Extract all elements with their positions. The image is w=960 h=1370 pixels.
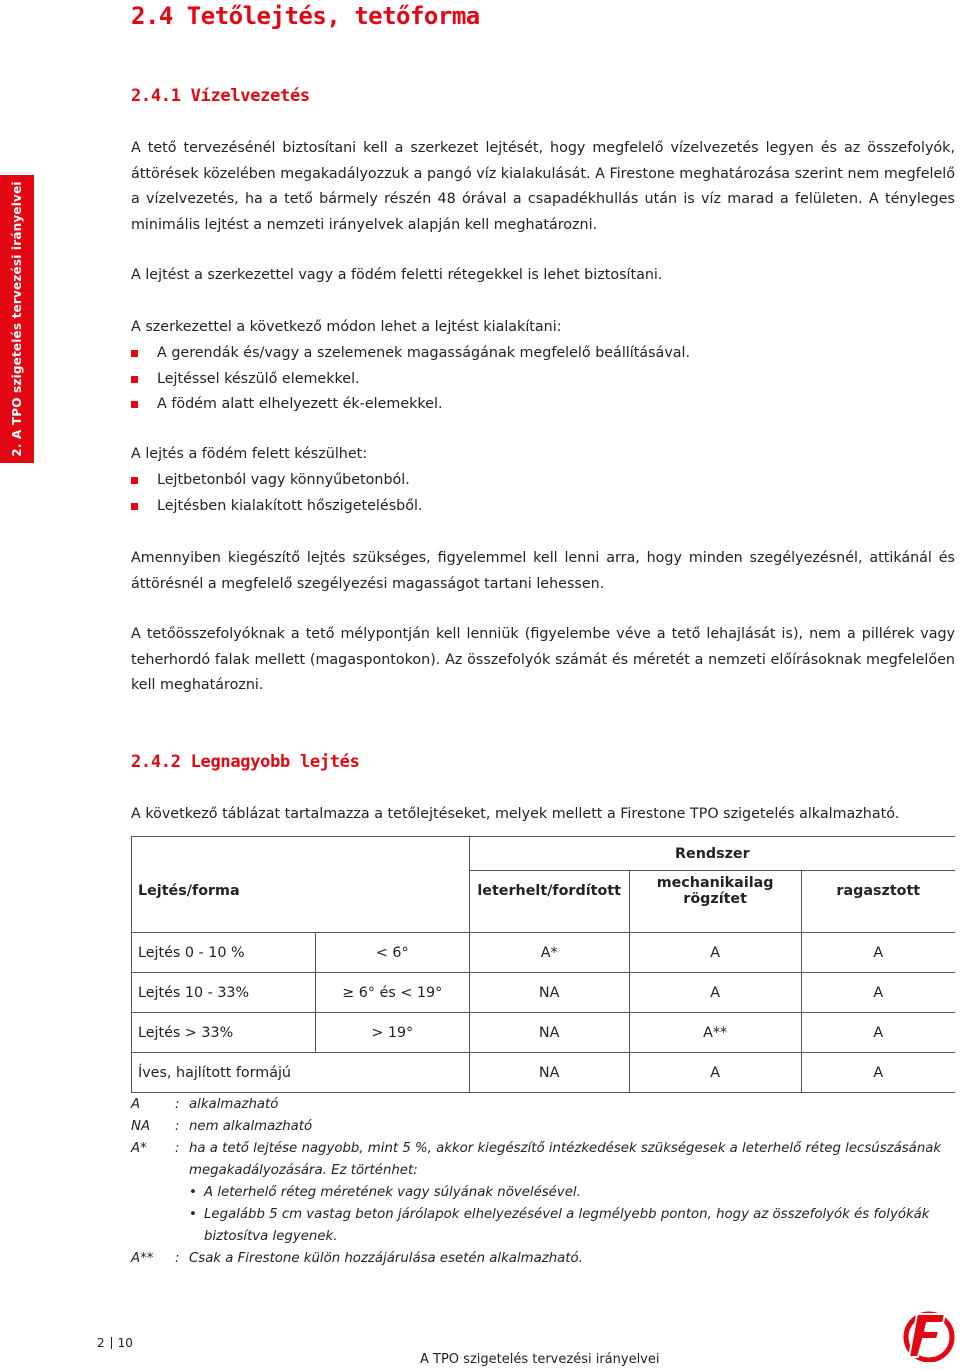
list-above-slab-methods — [131, 468, 422, 519]
table-header-adhered: ragasztott — [801, 871, 955, 911]
table-cell-range: < 6° — [315, 933, 469, 973]
paragraph-above-slab: A lejtés a födém felett készülhet: — [131, 446, 368, 462]
list-item: Lejtésben kialakított hőszigetelésből. — [131, 494, 422, 520]
side-chapter-label: 2. A TPO szigetelés tervezési irányelvei — [10, 181, 24, 457]
table-cell-label: Lejtés > 33% — [132, 1013, 316, 1053]
legend-row — [131, 1248, 955, 1270]
table-cell-ballasted: NA — [469, 1053, 629, 1093]
table-cell-adhered: A — [801, 1053, 955, 1093]
table-cell-range: > 19° — [315, 1013, 469, 1053]
table-header-ballasted: leterhelt/fordított — [469, 871, 629, 911]
table-cell-ballasted: A* — [469, 933, 629, 973]
paragraph-slope-means: A lejtést a szerkezettel vagy a födém feletti rétegekkel is lehet biztosítani. — [131, 267, 663, 283]
paragraph-drain-placement: A tetőösszefolyóknak a tető mélypontján kell lenniük (figyelembe véve a tető lehajlását is), nem a pillérek vagy teherhordó falak mellett (magaspontokon). Az összefolyók számát és méretét a nemzeti előírásoknak megfelelően kell meghatározni. — [131, 626, 955, 693]
paragraph-table-intro: A következő táblázat tartalmazza a tetőlejtéseket, melyek mellett a Firestone TPO szigetelés alkalmazható. — [131, 806, 900, 822]
table-cell-mechanical: A — [629, 1053, 801, 1093]
legend-row — [131, 1116, 955, 1138]
table-row — [132, 1053, 956, 1093]
subsection-title-max-slope: 2.4.2 Legnagyobb lejtés — [131, 752, 360, 772]
table-row — [132, 1013, 956, 1053]
legend-row — [131, 1094, 955, 1116]
table-cell-adhered: A — [801, 1013, 955, 1053]
slope-table — [131, 836, 955, 1093]
table-header-slope: Lejtés/forma — [132, 871, 316, 911]
legend-key: A — [131, 1097, 141, 1112]
table-cell-mechanical: A — [629, 973, 801, 1013]
legend-colon: : — [175, 1141, 180, 1156]
table-header-mechanical: mechanikailag rögzítet — [629, 871, 801, 911]
list-structure-methods — [131, 341, 690, 418]
legend-key: A** — [131, 1251, 154, 1266]
legend-value: Csak a Firestone külön hozzájárulása esetén alkalmazható. — [189, 1251, 583, 1266]
table-cell-ballasted: NA — [469, 973, 629, 1013]
paragraph-additional-slope: Amennyiben kiegészítő lejtés szükséges, figyelemmel kell lenni arra, hogy minden szegélyezésnél, attikánál és áttörésnél a megfelelő szegélyezési magasságot tartani lehessen. — [131, 550, 955, 592]
legend-colon: : — [175, 1097, 180, 1112]
footer-title: A TPO szigetelés tervezési irányelvei — [420, 1352, 660, 1367]
legend-sublist — [189, 1182, 955, 1248]
table-legend — [131, 1094, 955, 1270]
legend-key: NA — [131, 1119, 151, 1134]
legend-row — [131, 1138, 955, 1248]
legend-subitem: • Legalább 5 cm vastag beton járólapok elhelyezésével a legmélyebb ponton, hogy az összefolyók és folyókák biztosítva legyenek. — [189, 1204, 955, 1248]
list-item: Lejtbetonból vagy könnyűbetonból. — [131, 468, 422, 494]
legend-value: alkalmazható — [189, 1097, 279, 1112]
legend-colon: : — [175, 1119, 180, 1134]
legend-value-block — [189, 1138, 955, 1248]
legend-subitem: • A leterhelő réteg méretének vagy súlyának növelésével. — [189, 1182, 955, 1204]
side-chapter-tab — [0, 175, 34, 463]
table-cell-label: Íves, hajlított formájú — [132, 1053, 470, 1093]
table-row — [132, 933, 956, 973]
table-cell-label: Lejtés 10 - 33% — [132, 973, 316, 1013]
page-number-divider — [111, 1337, 112, 1349]
page-number — [97, 1336, 133, 1350]
table-cell-mechanical: A — [629, 933, 801, 973]
table-cell-ballasted: NA — [469, 1013, 629, 1053]
legend-colon: : — [175, 1251, 180, 1266]
legend-value: ha a tető lejtése nagyobb, mint 5 %, akkor kiegészítő intézkedések szükségesek a leterhelő réteg lecsúszásának megakadályozására. Ez történhet: — [189, 1141, 942, 1178]
firestone-logo-icon — [903, 1310, 955, 1362]
list-item: A födém alatt elhelyezett ék-elemekkel. — [131, 392, 690, 418]
paragraph-structure-slope: A szerkezettel a következő módon lehet a lejtést kialakítani: — [131, 319, 562, 335]
paragraph-drainage-intro: A tető tervezésénél biztosítani kell a szerkezet lejtését, hogy megfelelő vízelvezetés legyen és az összefolyók, áttörések közelében megakadályozzuk a pangó víz kialakulását. A Firestone meghatározása szerint nem megfelelő a vízelvezetés, ha a tető bármely részén 48 órával a csapadékhullás után is víz marad a felületen. A tényleges minimális lejtést a nemzeti irányelvek alapján kell meghatározni. — [131, 140, 955, 233]
subsection-title-drainage: 2.4.1 Vízelvezetés — [131, 86, 310, 106]
legend-value: nem alkalmazható — [189, 1119, 313, 1134]
legend-key: A* — [131, 1141, 147, 1156]
page-index: 10 — [117, 1336, 133, 1350]
table-group-header: Rendszer — [469, 837, 955, 871]
list-item: A gerendák és/vagy a szelemenek magasságának megfelelő beállításával. — [131, 341, 690, 367]
table-cell-label: Lejtés 0 - 10 % — [132, 933, 316, 973]
chapter-number: 2 — [97, 1336, 105, 1350]
table-cell-range: ≥ 6° és < 19° — [315, 973, 469, 1013]
list-item: Lejtéssel készülő elemekkel. — [131, 367, 690, 393]
table-cell-mechanical: A** — [629, 1013, 801, 1053]
section-title: 2.4 Tetőlejtés, tetőforma — [131, 2, 480, 30]
table-cell-adhered: A — [801, 933, 955, 973]
table-cell-adhered: A — [801, 973, 955, 1013]
table-row — [132, 973, 956, 1013]
